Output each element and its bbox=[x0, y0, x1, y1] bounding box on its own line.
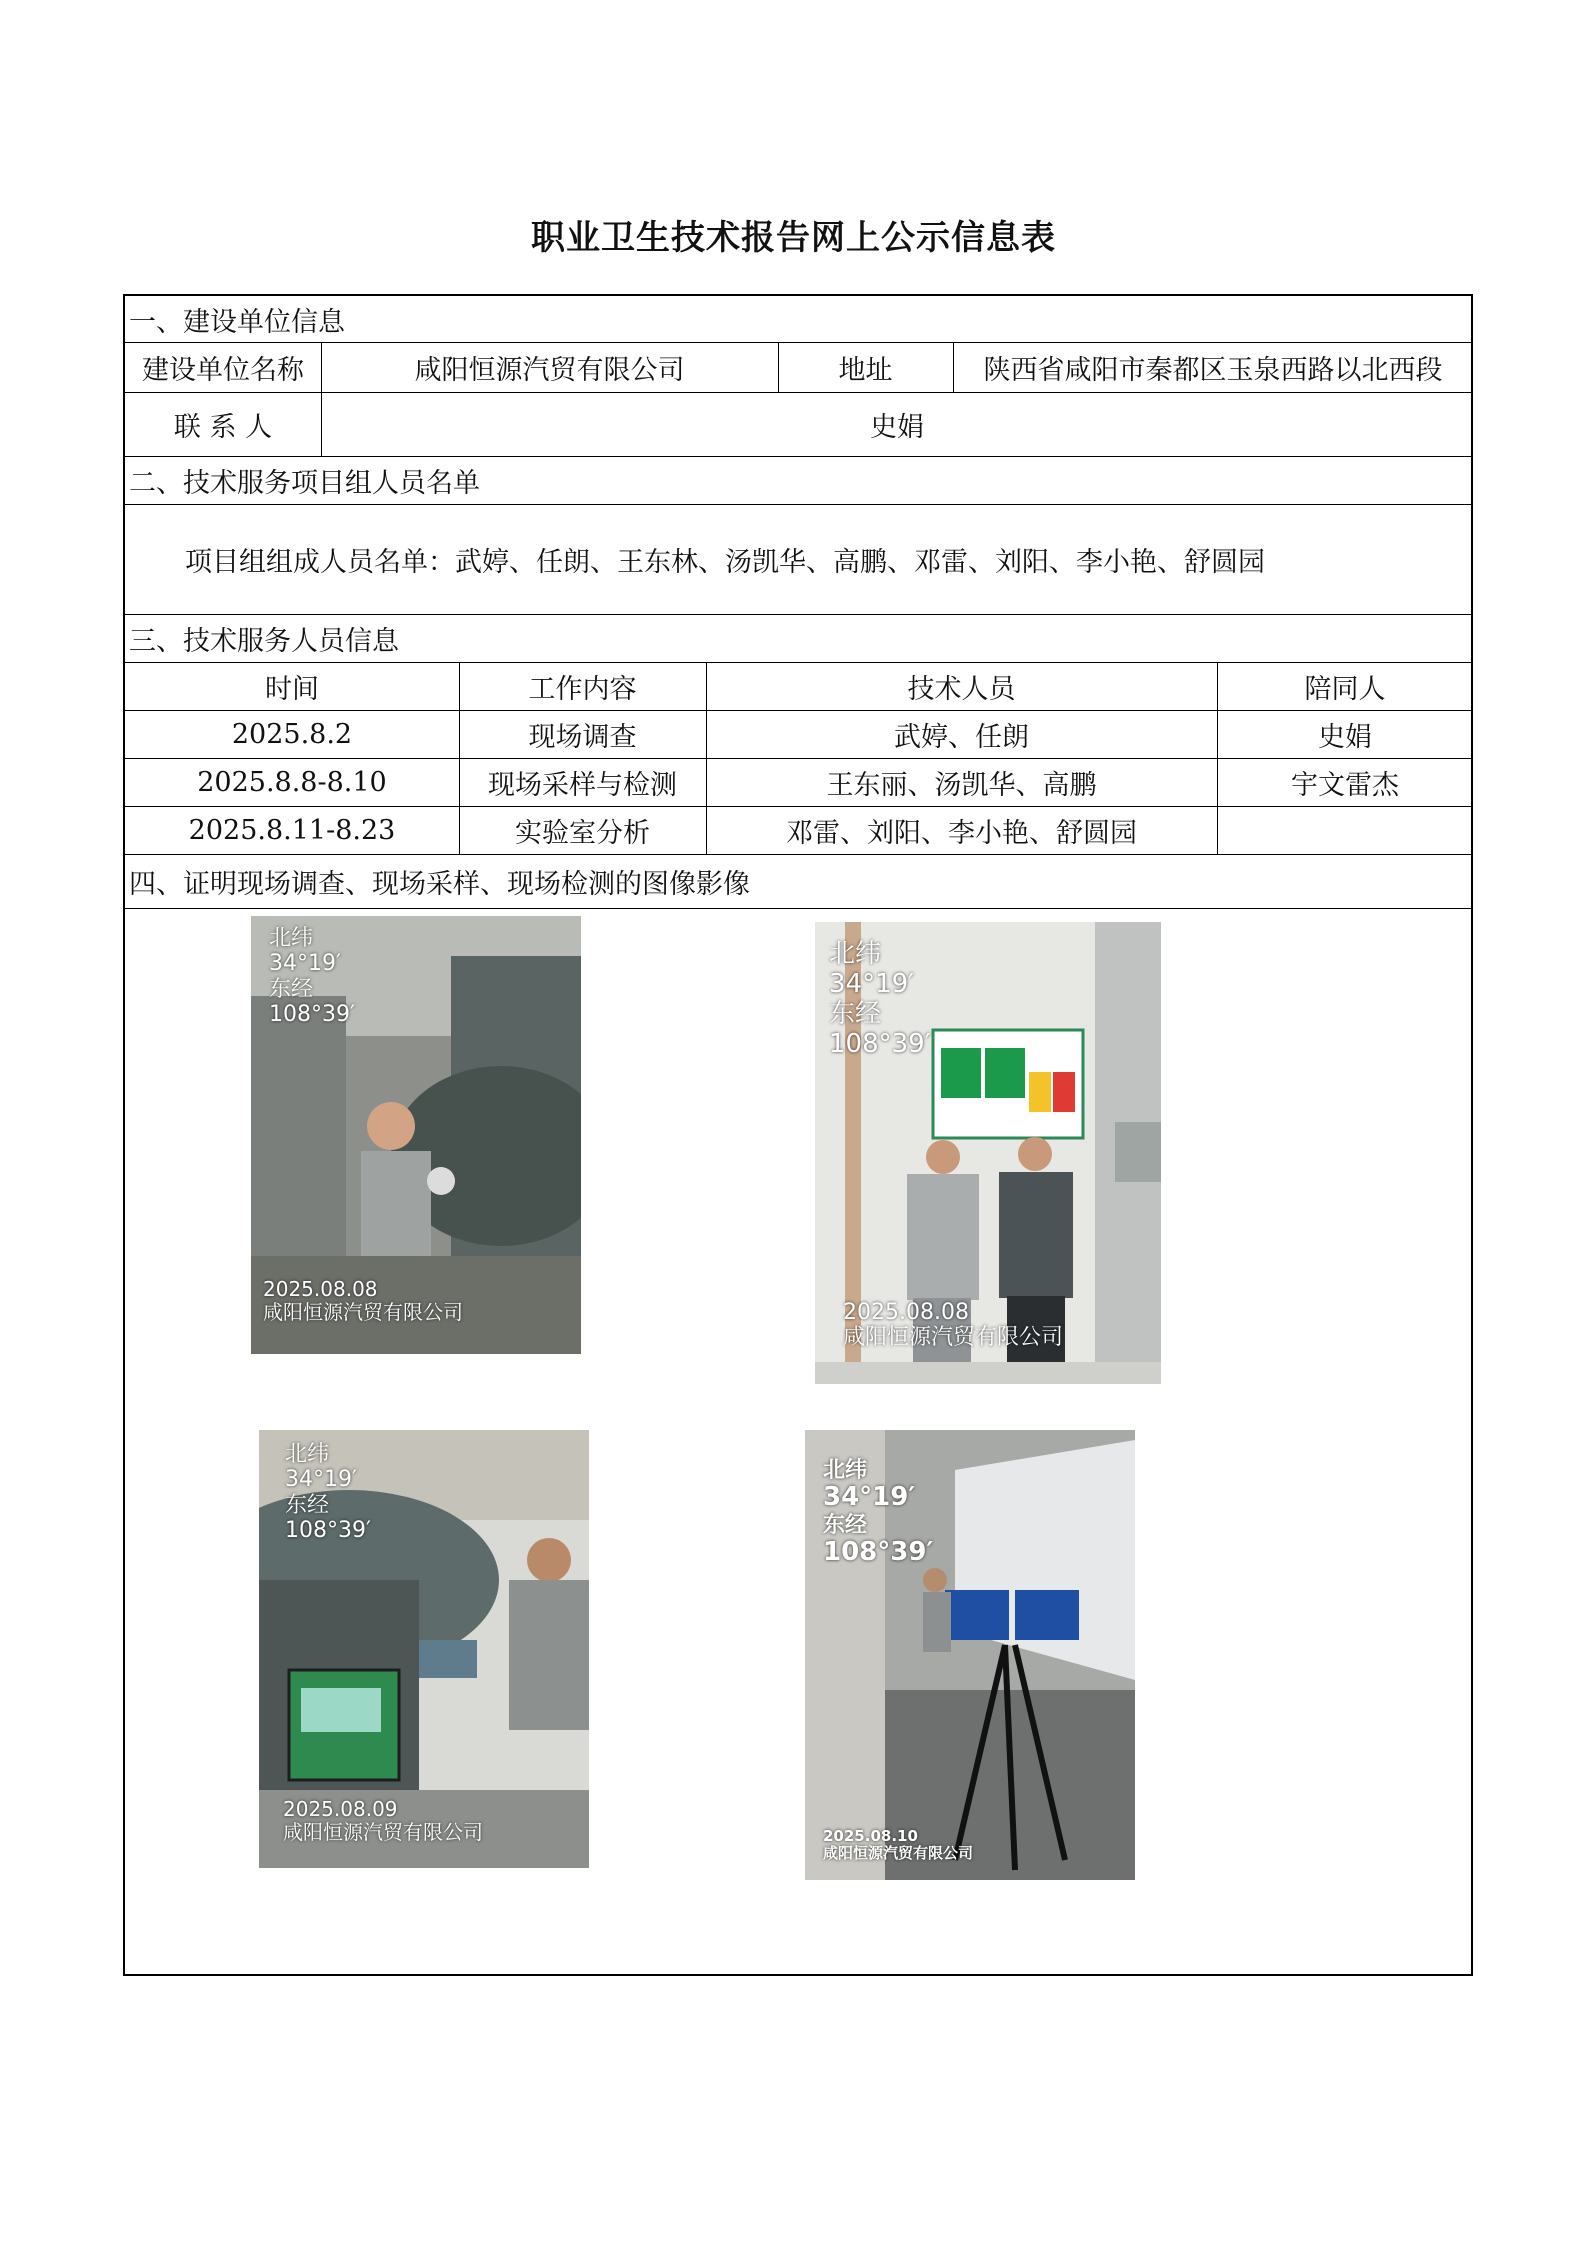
site-photo bbox=[259, 1430, 589, 1868]
company-value: 咸阳恒源汽贸有限公司 bbox=[414, 354, 685, 386]
photo-company: 咸阳恒源汽贸有限公司 bbox=[823, 1844, 974, 1863]
section1-heading: 一、建设单位信息 bbox=[129, 306, 345, 338]
info-table bbox=[123, 294, 1473, 1976]
table-cell: 实验室分析 bbox=[515, 817, 650, 849]
photo-lon-label: 东经 bbox=[285, 1492, 330, 1518]
table-cell: 邓雷、刘阳、李小艳、舒圆园 bbox=[786, 817, 1137, 849]
photo-lat: 34°19′ bbox=[285, 1467, 357, 1493]
photo-lon: 108°39′ bbox=[285, 1517, 371, 1543]
photo-date: 2025.08.08 bbox=[263, 1277, 378, 1301]
table-cell: 武婷、任朗 bbox=[894, 721, 1029, 753]
col-header-time: 时间 bbox=[265, 673, 319, 705]
photo-lat-label: 北纬 bbox=[823, 1458, 868, 1483]
company-label: 建设单位名称 bbox=[142, 354, 304, 386]
section2-heading: 二、技术服务项目组人员名单 bbox=[129, 467, 480, 499]
page-title: 职业卫生技术报告网上公示信息表 bbox=[531, 218, 1056, 258]
table-cell bbox=[1217, 806, 1473, 854]
section4-heading: 四、证明现场调查、现场采样、现场检测的图像影像 bbox=[129, 868, 750, 900]
site-photo bbox=[805, 1430, 1135, 1880]
team-members: 项目组组成人员名单：武婷、任朗、王东林、汤凯华、高鹏、邓雷、刘阳、李小艳、舒圆园 bbox=[185, 546, 1265, 578]
photo-lon: 108°39′ bbox=[829, 1028, 931, 1059]
table-cell: 王东丽、汤凯华、高鹏 bbox=[826, 769, 1097, 801]
col-header-escort: 陪同人 bbox=[1304, 673, 1386, 705]
contact-value: 史娟 bbox=[870, 411, 924, 443]
table-cell: 2025.8.8-8.10 bbox=[197, 766, 387, 798]
photo-lat-label: 北纬 bbox=[829, 939, 882, 969]
photo-lon: 108°39′ bbox=[823, 1537, 934, 1568]
photo-lon-label: 东经 bbox=[269, 976, 314, 1002]
photo-lat-label: 北纬 bbox=[269, 926, 314, 951]
photo-lat: 34°19′ bbox=[829, 968, 915, 999]
col-header-work: 工作内容 bbox=[528, 673, 637, 705]
photo-lon: 108°39′ bbox=[269, 1001, 355, 1027]
address-value: 陕西省咸阳市秦都区玉泉西路以北西段 bbox=[983, 354, 1443, 386]
site-photo bbox=[815, 922, 1161, 1384]
row-divider bbox=[125, 908, 1471, 909]
photo-date: 2025.08.09 bbox=[283, 1797, 398, 1821]
col-header-staff: 技术人员 bbox=[907, 673, 1016, 705]
site-photo bbox=[251, 916, 581, 1354]
photo-date: 2025.08.10 bbox=[823, 1827, 918, 1845]
table-cell: 史娟 bbox=[1318, 721, 1372, 753]
address-label: 地址 bbox=[838, 354, 893, 386]
photo-lat: 34°19′ bbox=[269, 951, 341, 977]
section3-heading: 三、技术服务人员信息 bbox=[129, 625, 399, 657]
photo-lat: 34°19′ bbox=[823, 1482, 916, 1513]
table-cell: 2025.8.11-8.23 bbox=[188, 814, 396, 846]
table-cell: 2025.8.2 bbox=[231, 718, 353, 750]
photo-company: 咸阳恒源汽贸有限公司 bbox=[283, 1820, 483, 1844]
photo-company: 咸阳恒源汽贸有限公司 bbox=[843, 1325, 1064, 1351]
table-cell: 现场调查 bbox=[528, 721, 637, 753]
table-cell: 现场采样与检测 bbox=[488, 769, 677, 801]
photo-company: 咸阳恒源汽贸有限公司 bbox=[263, 1300, 463, 1324]
table-cell: 宇文雷杰 bbox=[1291, 769, 1399, 801]
photo-lon-label: 东经 bbox=[823, 1513, 868, 1539]
contact-label: 联 系 人 bbox=[173, 411, 273, 443]
photo-date: 2025.08.08 bbox=[843, 1300, 969, 1325]
photo-lat-label: 北纬 bbox=[285, 1442, 330, 1467]
photo-lon-label: 东经 bbox=[829, 998, 882, 1029]
